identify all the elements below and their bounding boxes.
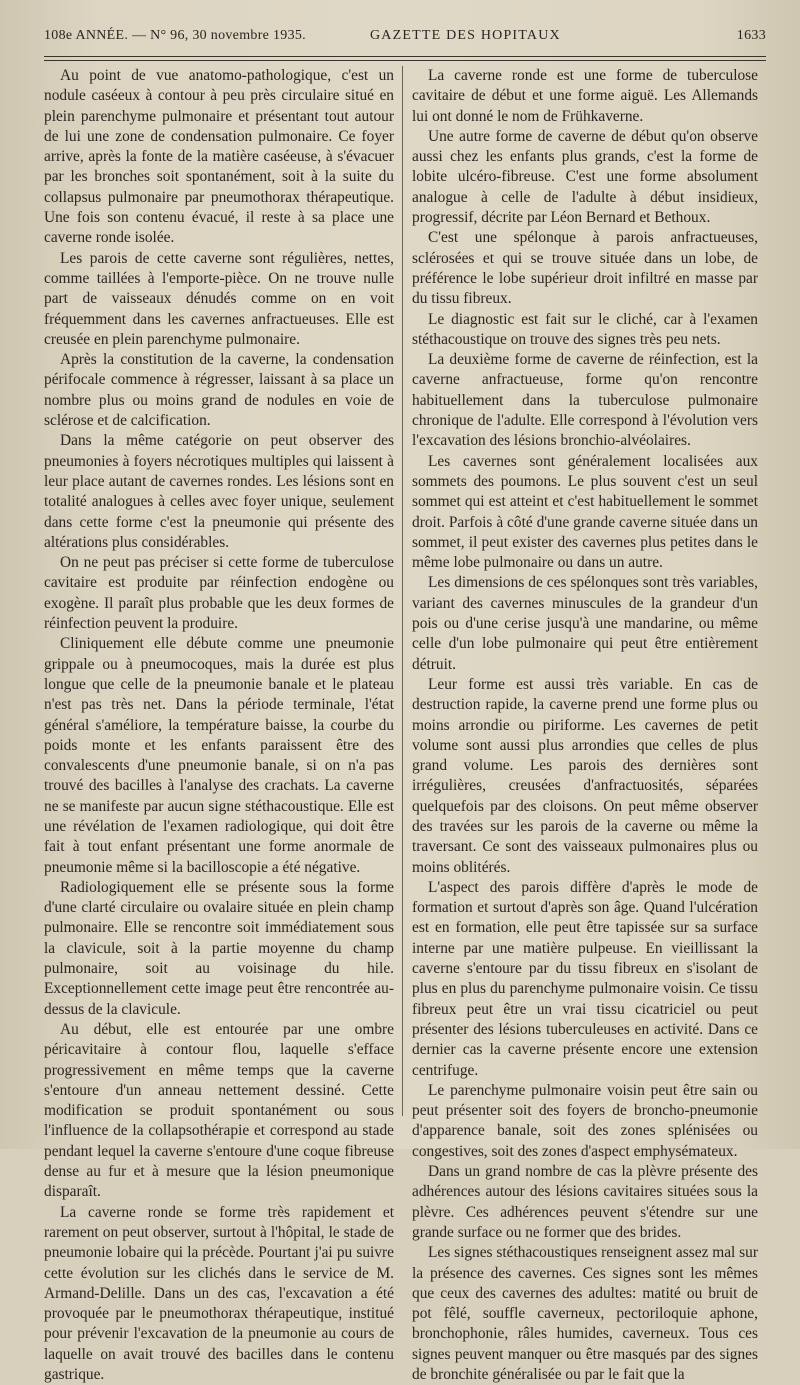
header-rule-double [44,60,766,61]
paragraph: Au point de vue anatomo-pathologique, c'est un nodule caséeux à contour à peu près circulaire situé en plein parenchyme pulmonaire et présentant tout autour de lui une zone de condensation pulmonaire. Ce foyer arrive, après la fonte de la matière caséeuse, à s'évacuer par les bronches soit spontanément, soit à la suite du collapsus pulmonaire par pneumothorax thérapeutique. Une fois son contenu évacué, il reste à sa place une caverne ronde isolée. [44,67,394,247]
paragraph: Cliniquement elle débute comme une pneumonie grippale ou à pneumocoques, mais la durée est plus longue que celle de la pneumonie banale et le plateau n'est pas très net. Dans la période terminale, l'état général s'améliore, la température baisse, la courbe du poids monte et les enfants paraissent être des convalescents d'une pneumonie banale, si on n'a pas trouvé des bacilles à l'analyse des crachats. La caverne ne se manifeste par aucun signe stéthacoustique. Elle est une révélation de l'examen radiologique, qui doit être fait à tout enfant présentant une forme anormale de pneumonie même si la bacilloscopie a été négative. [44,635,394,876]
paragraph: On ne peut pas préciser si cette forme de tuberculose cavitaire est produite par réinfection endogène ou exogène. Il paraît plus probable que les deux formes de réinfection peuvent la produire. [44,554,394,633]
paragraph: Au début, elle est entourée par une ombre péricavitaire à contour flou, laquelle s'efface progressivement en même temps que la caverne s'entoure d'un anneau nettement dessiné. Cette modification se produit spontanément ou sous l'influence de la collapsothérapie et correspond au stade pendant lequel la caverne s'entoure d'une coque fibreuse dense au fur et à mesure que la lésion pneumonique disparaît. [44,1020,394,1201]
paragraph: Les parois de cette caverne sont régulières, nettes, comme taillées à l'emporte-pièce. On ne trouve nulle part de vaisseaux dénudés comme on en voit fréquemment dans les cavernes anfractueuses. Elle est creusée en plein parenchyme pulmonaire. [44,249,394,348]
column-divider [402,66,403,1116]
header-rule [44,56,766,57]
issue-info: 108e ANNÉE. — N° 96, 30 novembre 1935. [44,28,306,43]
paragraph: Radiologiquement elle se présente sous la forme d'une clarté circulaire ou ovalaire située en plein champ pulmonaire. Elle se rencontre soit immédiatement sous la clavicule, soit à la partie moyenne du champ pulmonaire, soit au voisinage du hile. Exceptionnellement cette image peut être rencontrée au-dessus de la clavicule. [44,878,394,1018]
paragraph: La deuxième forme de caverne de réinfection, est la caverne anfractueuse, forme qu'on rencontre habituellement dans la tuberculose pulmonaire chronique de l'adulte. Elle correspond à l'évolution vers l'excavation des lésions bronchio-alvéolaires. [412,351,758,450]
paragraph: C'est une spélonque à parois anfractueuses, sclérosées et qui se trouve située dans un lobe, de préférence le lobe supérieur droit infiltré en masse par du tissu fibreux. [412,229,758,308]
paragraph: Dans un grand nombre de cas la plèvre présente des adhérences autour des lésions cavitaires situées sous la plèvre. Ces adhérences peuvent s'étendre sur une grande surface ou ne former que des brides. [412,1163,758,1241]
right-column [412,66,758,1385]
page-number: 1633 [736,28,766,43]
paragraph: Leur forme est aussi très variable. En cas de destruction rapide, la caverne prend une forme plus ou moins arrondie ou piriforme. Les cavernes de petit volume sont aussi plus arrondies que celles de plus grand volume. Les parois des dernières sont irrégulières, creusées d'anfractuosités, séparées quelquefois par des cloisons. On peut même observer des travées sur les parois de la caverne ou même la traversant. Ce sont des vaisseaux pulmonaires plus ou moins oblitérés. [412,675,758,876]
left-column [44,66,394,1385]
page-header [44,28,766,50]
paragraph: Les cavernes sont généralement localisées aux sommets des poumons. Le plus souvent c'est un seul sommet qui est atteint et c'est habituellement le sommet droit. Parfois à côté d'une grande caverne située dans un sommet, il peut exister des cavernes plus petites dans le même lobe pulmonaire ou dans un autre. [412,452,758,572]
paragraph: L'aspect des parois diffère d'après le mode de formation et surtout d'après son âge. Quand l'ulcération est en formation, elle peut être tapissée sur sa surface interne par une matière pulpeuse. En vieillissant la caverne s'entoure par du tissu fibreux en s'isolant de plus en plus du parenchyme pulmonaire voisin. Ce tissu fibreux peut être un vrai tissu cicatriciel ou peut présenter des lésions tuberculeuses en activité. Dans ce dernier cas la caverne présente encore une extension centrifuge. [412,878,758,1079]
paragraph: Une autre forme de caverne de début qu'on observe aussi chez les enfants plus grands, c'est la forme de lobite ulcéro-fibreuse. C'est une forme absolument analogue à celle de l'adulte à début insidieux, progressif, décrite par Léon Bernard et Bethoux. [412,127,758,227]
publication-title: GAZETTE DES HOPITAUX [370,28,561,43]
paragraph: Les dimensions de ces spélonques sont très variables, variant des cavernes minuscules de la grandeur d'un pois ou d'une cerise jusqu'à une mandarine, ou même celle d'un lobe pulmonaire qui peut être entièrement détruit. [412,574,758,673]
paragraph: Le parenchyme pulmonaire voisin peut être sain ou peut présenter soit des foyers de broncho-pneumonie d'apparence banale, soit des zones splénisées ou congestives, soit des zones d'aspect emphysémateux. [412,1081,758,1160]
paragraph: Dans la même catégorie on peut observer des pneumonies à foyers nécrotiques multiples qui laissent à leur place autant de cavernes rondes. Les lésions sont en totalité analogues à celles avec foyer unique, seulement dans cette forme c'est la pneumonie qui présente des altérations plus considérables. [44,432,394,551]
paragraph: La caverne ronde est une forme de tuberculose cavitaire de début et une forme aiguë. Les Allemands lui ont donné le nom de Frühkaverne. [412,67,758,125]
paragraph: La caverne ronde se forme très rapidement et rarement on peut observer, surtout à l'hôpital, le stade de pneumonie lobaire qui la précède. Pourtant j'ai pu suivre cette évolution sur les clichés dans le service de M. Armand-Delille. Dans un des cas, l'excavation a été provoquée par le pneumothorax thérapeutique, institué pour prévenir l'excavation de la pneumonie au cours de laquelle on avait trouvé des bacilles dans le contenu gastrique. [44,1203,394,1383]
paragraph: Le diagnostic est fait sur le cliché, car à l'examen stéthacoustique on trouve des signes très peu nets. [412,310,758,348]
paragraph: Les signes stéthacoustiques renseignent assez mal sur la présence des cavernes. Ces signes sont les mêmes que ceux des cavernes des adultes: matité ou bruit de pot fêlé, souffle caverneux, pectoriloquie aphone, bronchophonie, râles humides, caverneux. Tous ces signes peuvent manquer ou être masqués par des signes de bronchite généralisée ou par le fait que la [412,1244,758,1383]
paragraph: Après la constitution de la caverne, la condensation périfocale commence à régresser, laissant à sa place un nombre plus ou moins grand de nodules en voie de sclérose et de calcification. [44,351,394,430]
